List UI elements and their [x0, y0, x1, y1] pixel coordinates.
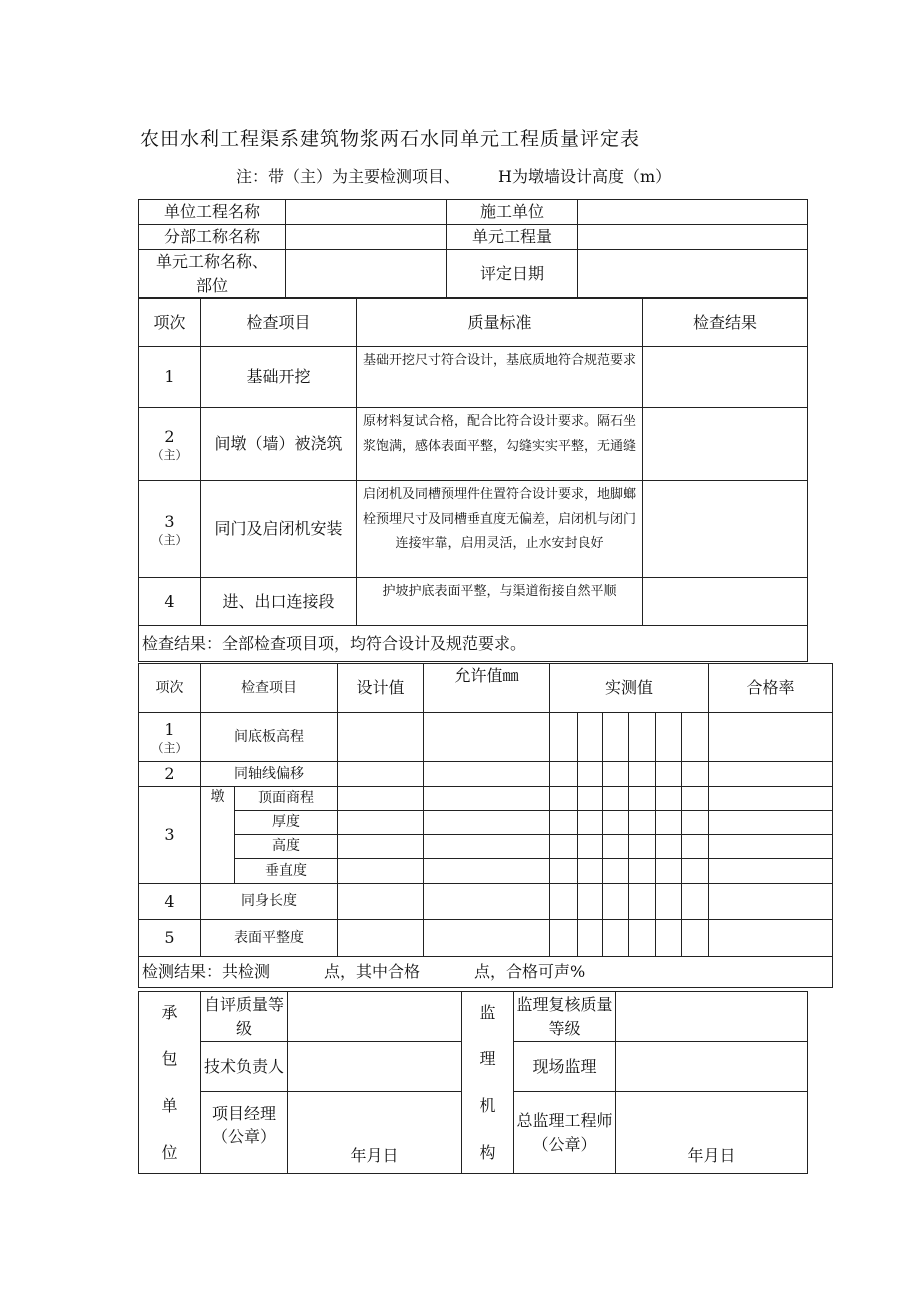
measured-cell[interactable]: [682, 835, 709, 859]
allowed-value-cell[interactable]: [424, 859, 550, 884]
supervisor-date[interactable]: 年月日: [616, 1092, 808, 1174]
measured-cell[interactable]: [682, 787, 709, 811]
measured-cell[interactable]: [656, 835, 682, 859]
measured-cell[interactable]: [682, 859, 709, 884]
meas-col-allowed: 允许值㎜: [424, 664, 550, 713]
measured-cell[interactable]: [682, 713, 709, 762]
design-value-cell[interactable]: [338, 859, 424, 884]
self-grade-label: 自评质量等级: [201, 992, 288, 1042]
sup-grade-value[interactable]: [616, 992, 808, 1042]
division-value[interactable]: [286, 225, 447, 250]
measured-cell[interactable]: [603, 787, 629, 811]
insp-standard: 护坡护底表面平整，与渠道衔接自然平顺: [357, 578, 643, 626]
meas-item: 间底板高程: [201, 713, 338, 762]
contractor-date[interactable]: 年月日: [288, 1092, 462, 1174]
measured-cell[interactable]: [629, 920, 656, 957]
design-value-cell[interactable]: [338, 884, 424, 920]
form-title: 农田水利工程渠系建筑物浆两石水同单元工程质量评定表: [140, 128, 641, 150]
measurement-result: [139, 957, 833, 988]
site-sup-value[interactable]: [616, 1042, 808, 1092]
measured-cell[interactable]: [682, 811, 709, 835]
allowed-value-cell[interactable]: [424, 811, 550, 835]
insp-result-cell[interactable]: [643, 408, 808, 481]
design-value-cell[interactable]: [338, 835, 424, 859]
meas-subitem: 顶面商程: [235, 787, 338, 811]
measured-cell[interactable]: [550, 713, 578, 762]
insp-standard: 启闭机及同槽预埋件住置符合设计要求，地脚螂栓预埋尺寸及同槽垂直度无偏差，启闭机与闭门连接牢靠，启用灵活，止水安封良好: [357, 481, 643, 578]
design-value-cell[interactable]: [338, 713, 424, 762]
assess-date-label: 评定日期: [447, 250, 578, 298]
meas-subitem: 厚度: [235, 811, 338, 835]
measured-cell[interactable]: [550, 859, 578, 884]
measured-cell[interactable]: [578, 859, 603, 884]
signoff-table: [138, 991, 808, 1174]
insp-no: 2 （主）: [139, 408, 201, 481]
element-label-line2: 部位: [195, 275, 228, 295]
measured-cell[interactable]: [629, 884, 656, 920]
design-value-cell[interactable]: [338, 920, 424, 957]
meas-group: 墩: [201, 787, 235, 884]
meas-item: 表面平整度: [201, 920, 338, 957]
tech-lead-label: 技术负责人: [201, 1042, 288, 1092]
allowed-value-cell[interactable]: [424, 713, 550, 762]
measured-cell[interactable]: [656, 859, 682, 884]
measured-cell[interactable]: [682, 762, 709, 787]
meas-result-p1: 检测结果：共检测: [142, 962, 271, 982]
allowed-value-cell[interactable]: [424, 920, 550, 957]
meas-result-p2: 点，其中合格: [324, 962, 421, 982]
pass-rate-cell[interactable]: [709, 811, 833, 835]
table-row: [139, 713, 833, 762]
note-height: H为墩墙设计高度（m）: [498, 167, 672, 186]
meas-col-item: 检查项目: [201, 664, 338, 713]
measured-cell[interactable]: [656, 787, 682, 811]
measured-cell[interactable]: [629, 811, 656, 835]
measured-cell[interactable]: [629, 762, 656, 787]
element-label: [139, 250, 286, 298]
measured-cell[interactable]: [603, 811, 629, 835]
measured-cell[interactable]: [603, 884, 629, 920]
element-label-line1: 单元工称名称、: [155, 252, 268, 272]
insp-no: 1: [139, 347, 201, 408]
table-row: [139, 762, 833, 787]
chief-sup-label: 总监理工程师（公章）: [514, 1092, 616, 1174]
pass-rate-cell[interactable]: [709, 884, 833, 920]
insp-col-item: 检查项目: [201, 299, 357, 347]
contractor-value[interactable]: [578, 200, 808, 225]
measured-cell[interactable]: [656, 713, 682, 762]
meas-subitem: 高度: [235, 835, 338, 859]
insp-no: 4: [139, 578, 201, 626]
measured-cell[interactable]: [682, 920, 709, 957]
pass-rate-cell[interactable]: [709, 787, 833, 811]
insp-col-standard: 质量标准: [357, 299, 643, 347]
assess-date-value[interactable]: [578, 250, 808, 298]
contractor-label: 施工单位: [447, 200, 578, 225]
measured-cell[interactable]: [550, 835, 578, 859]
measured-cell[interactable]: [656, 762, 682, 787]
table-row: [139, 408, 808, 481]
insp-col-no: 项次: [139, 299, 201, 347]
measured-cell[interactable]: [682, 884, 709, 920]
form-note: [236, 164, 671, 187]
meas-subitem: 垂直度: [235, 859, 338, 884]
division-label: 分部工称名称: [139, 225, 286, 250]
measured-cell[interactable]: [603, 762, 629, 787]
unit-quantity-value[interactable]: [578, 225, 808, 250]
table-row: [139, 835, 833, 859]
measured-cell[interactable]: [550, 762, 578, 787]
measured-cell[interactable]: [550, 884, 578, 920]
allowed-value-cell[interactable]: [424, 835, 550, 859]
table-row: [139, 481, 808, 578]
meas-col-design: 设计值: [338, 664, 424, 713]
inspection-result: 检查结果：全部检查项目项，均符合设计及规范要求。: [139, 626, 808, 662]
pass-rate-cell[interactable]: [709, 762, 833, 787]
pass-rate-cell[interactable]: [709, 713, 833, 762]
table-row: [139, 787, 833, 811]
measured-cell[interactable]: [550, 787, 578, 811]
measured-cell[interactable]: [578, 920, 603, 957]
meas-item: 同身长度: [201, 884, 338, 920]
measured-cell[interactable]: [629, 787, 656, 811]
table-row: [139, 884, 833, 920]
meas-col-rate: 合格率: [709, 664, 833, 713]
meas-col-measured: 实测值: [550, 664, 709, 713]
pass-rate-cell[interactable]: [709, 859, 833, 884]
insp-item: 间墩（墙）被浇筑: [201, 408, 357, 481]
insp-standard: 原材料复试合格，配合比符合设计要求。隔石坐浆饱满，感体表面平整，勾缝实实平整，无通缝: [357, 408, 643, 481]
meas-no: 4: [139, 884, 201, 920]
measured-cell[interactable]: [578, 884, 603, 920]
measured-cell[interactable]: [578, 713, 603, 762]
contractor-vertical-label: 承 包 单 位: [139, 992, 201, 1174]
measured-cell[interactable]: [629, 859, 656, 884]
measured-cell[interactable]: [578, 762, 603, 787]
meas-no: 5: [139, 920, 201, 957]
supervisor-vertical-label: 监 理 机 构: [462, 992, 514, 1174]
meas-no: 1 （主）: [139, 713, 201, 762]
site-sup-label: 现场监理: [514, 1042, 616, 1092]
measured-cell[interactable]: [578, 835, 603, 859]
element-value[interactable]: [286, 250, 447, 298]
insp-result-cell[interactable]: [643, 481, 808, 578]
pass-rate-cell[interactable]: [709, 920, 833, 957]
insp-result-cell[interactable]: [643, 347, 808, 408]
unit-project-label: 单位工程名称: [139, 200, 286, 225]
insp-result-cell[interactable]: [643, 578, 808, 626]
measurement-table: [138, 663, 833, 988]
meas-no: 3: [139, 787, 201, 884]
note-main-items: 注：带（主）为主要检测项目、: [236, 167, 461, 186]
insp-standard: 基础开挖尺寸符合设计，基底质地符合规范要求: [357, 347, 643, 408]
table-row: [139, 920, 833, 957]
measured-cell[interactable]: [603, 835, 629, 859]
design-value-cell[interactable]: [338, 787, 424, 811]
insp-item: 基础开挖: [201, 347, 357, 408]
inspection-table: [138, 298, 808, 662]
allowed-value-cell[interactable]: [424, 762, 550, 787]
measured-cell[interactable]: [656, 811, 682, 835]
pm-label: 项目经理（公章）: [201, 1092, 288, 1174]
meas-no: 2: [139, 762, 201, 787]
measured-cell[interactable]: [656, 920, 682, 957]
table-row: [139, 347, 808, 408]
design-value-cell[interactable]: [338, 762, 424, 787]
allowed-value-cell[interactable]: [424, 884, 550, 920]
self-grade-value[interactable]: [288, 992, 462, 1042]
measured-cell[interactable]: [578, 787, 603, 811]
measured-cell[interactable]: [629, 713, 656, 762]
insp-col-result: 检查结果: [643, 299, 808, 347]
table-row: [139, 578, 808, 626]
pass-rate-cell[interactable]: [709, 835, 833, 859]
meas-result-p4: 声%: [554, 962, 586, 982]
measured-cell[interactable]: [578, 811, 603, 835]
insp-no: 3 （主）: [139, 481, 201, 578]
meas-item: 同轴线偏移: [201, 762, 338, 787]
sup-grade-label: 监理复核质量等级: [514, 992, 616, 1042]
table-row: [139, 811, 833, 835]
meas-col-no: 项次: [139, 664, 201, 713]
measured-cell[interactable]: [603, 713, 629, 762]
measured-cell[interactable]: [603, 920, 629, 957]
allowed-value-cell[interactable]: [424, 787, 550, 811]
measured-cell[interactable]: [550, 920, 578, 957]
unit-quantity-label: 单元工程量: [447, 225, 578, 250]
header-table: [138, 199, 808, 298]
insp-item: 同门及启闭机安装: [201, 481, 357, 578]
table-row: [139, 859, 833, 884]
insp-item: 进、出口连接段: [201, 578, 357, 626]
design-value-cell[interactable]: [338, 811, 424, 835]
measured-cell[interactable]: [550, 811, 578, 835]
measured-cell[interactable]: [603, 859, 629, 884]
tech-lead-value[interactable]: [288, 1042, 462, 1092]
measured-cell[interactable]: [656, 884, 682, 920]
unit-project-value[interactable]: [286, 200, 447, 225]
meas-result-p3: 点，合格可: [474, 962, 555, 982]
measured-cell[interactable]: [629, 835, 656, 859]
